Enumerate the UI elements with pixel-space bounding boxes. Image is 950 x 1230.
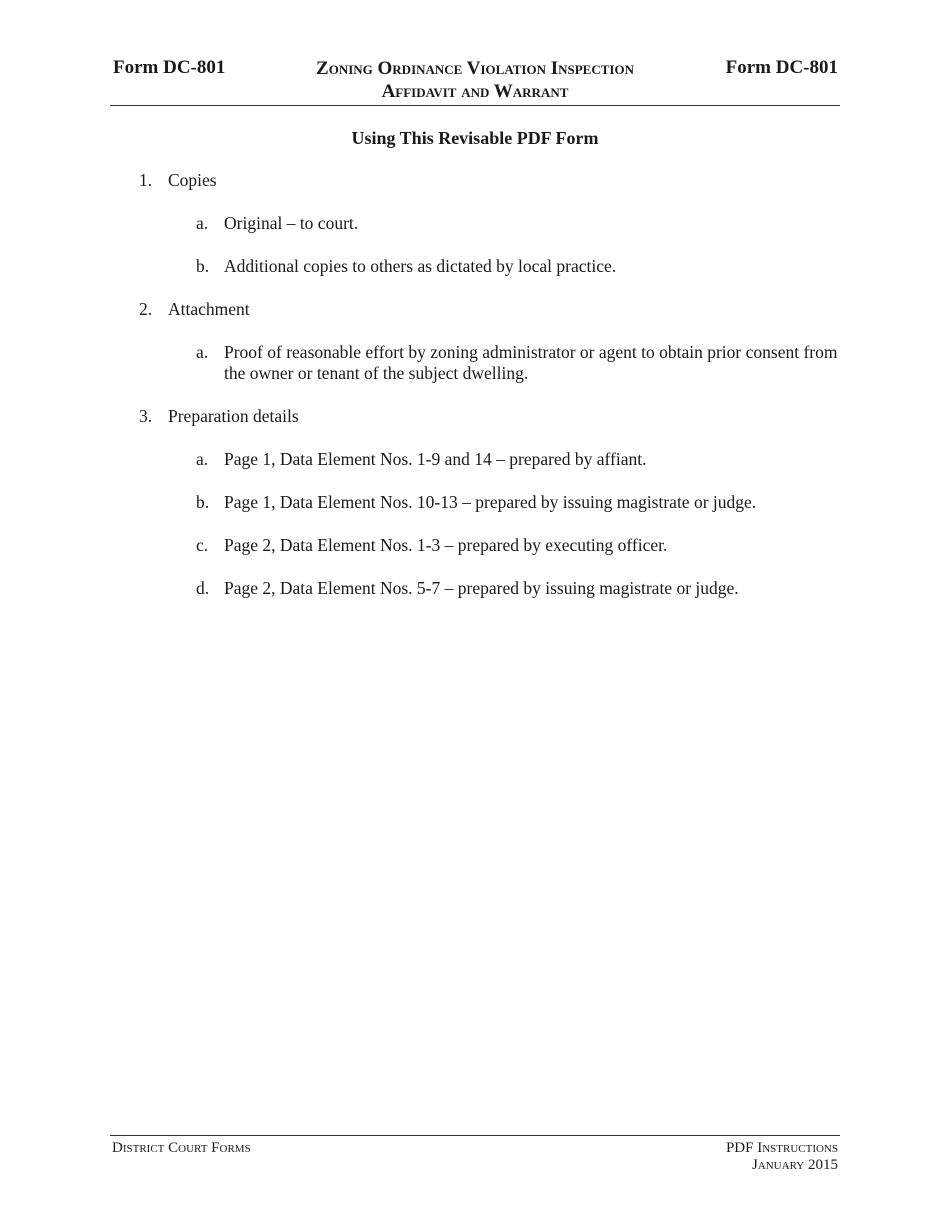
sub-list xyxy=(196,213,844,277)
sub-item-letter: c. xyxy=(196,535,209,555)
sub-item xyxy=(196,535,844,556)
footer-doc-info xyxy=(726,1140,838,1174)
sub-item-text: Additional copies to others as dictated by local practice. xyxy=(224,256,617,276)
instruction-list xyxy=(139,170,844,621)
item-label: Attachment xyxy=(168,299,250,319)
sub-item xyxy=(196,449,844,470)
form-title-line-2: Affidavit and Warrant xyxy=(381,81,569,102)
sub-item-letter: d. xyxy=(196,578,210,598)
sub-item-letter: a. xyxy=(196,449,209,469)
sub-item-letter: a. xyxy=(196,213,209,233)
footer-date: January 2015 xyxy=(751,1157,838,1173)
sub-list xyxy=(196,449,844,599)
footer-publisher: District Court Forms xyxy=(112,1140,251,1156)
sub-item xyxy=(196,213,844,234)
sub-item xyxy=(196,342,844,384)
sub-item-text: Page 1, Data Element Nos. 10-13 – prepared by issuing magistrate or judge. xyxy=(224,492,757,512)
sub-item-text: Page 1, Data Element Nos. 1-9 and 14 – prepared by affiant. xyxy=(224,449,647,469)
sub-item-letter: b. xyxy=(196,492,210,512)
item-number: 1. xyxy=(139,170,153,190)
sub-item-text: Original – to court. xyxy=(224,213,359,233)
sub-item-text: Page 2, Data Element Nos. 5-7 – prepared by issuing magistrate or judge. xyxy=(224,578,739,598)
section-heading: Using This Revisable PDF Form xyxy=(351,128,599,148)
form-title xyxy=(260,57,690,103)
list-item-attachment xyxy=(139,299,844,384)
sub-item-letter: a. xyxy=(196,342,209,362)
sub-item-text: Proof of reasonable effort by zoning administrator or agent to obtain prior consent from the owner or tenant of the subject dwelling. xyxy=(224,342,838,383)
sub-item xyxy=(196,578,844,599)
form-number-right: Form DC-801 xyxy=(725,57,838,78)
list-item-copies xyxy=(139,170,844,277)
item-label: Copies xyxy=(168,170,217,190)
item-number: 2. xyxy=(139,299,153,319)
sub-item xyxy=(196,256,844,277)
sub-item xyxy=(196,492,844,513)
sub-item-text: Page 2, Data Element Nos. 1-3 – prepared by executing officer. xyxy=(224,535,668,555)
item-label: Preparation details xyxy=(168,406,299,426)
page-header xyxy=(110,57,840,106)
footer-doc-type: PDF Instructions xyxy=(725,1140,838,1156)
form-number-left: Form DC-801 xyxy=(113,57,226,78)
form-title-line-1: Zoning Ordinance Violation Inspection xyxy=(316,58,634,79)
list-item-preparation-details xyxy=(139,406,844,599)
page-footer xyxy=(110,1135,840,1173)
item-number: 3. xyxy=(139,406,153,426)
sub-item-letter: b. xyxy=(196,256,210,276)
sub-list xyxy=(196,342,844,384)
